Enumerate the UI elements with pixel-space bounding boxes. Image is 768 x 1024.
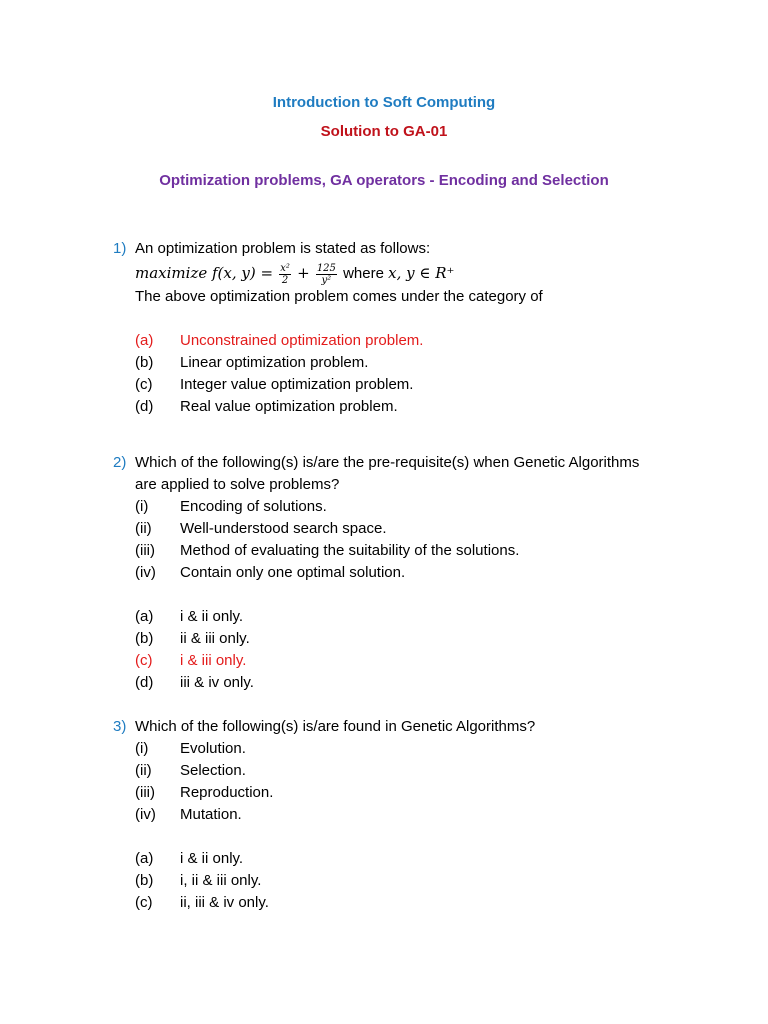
answer-option bbox=[135, 672, 733, 694]
answer-option bbox=[135, 848, 733, 870]
answer-option bbox=[135, 650, 733, 672]
statement-item bbox=[135, 518, 733, 540]
option-text: ii & iii only. bbox=[180, 630, 250, 647]
question-2 bbox=[113, 452, 733, 694]
item-text: Contain only one optimal solution. bbox=[180, 564, 406, 581]
answer-option bbox=[135, 870, 733, 892]
question-number: 1) bbox=[113, 240, 127, 257]
option-label: (b) bbox=[135, 872, 154, 889]
option-label: (a) bbox=[135, 332, 154, 349]
fraction-numerator: 125 bbox=[316, 262, 336, 274]
fraction-numerator: x² bbox=[280, 262, 290, 274]
item-text: Reproduction. bbox=[180, 784, 274, 801]
option-label: (b) bbox=[135, 630, 154, 647]
option-text: i & iii only. bbox=[180, 652, 247, 669]
statement-item bbox=[135, 782, 733, 804]
question-stem: Which of the following(s) is/are found in Genetic Algorithms? bbox=[135, 718, 536, 735]
question-number: 3) bbox=[113, 718, 127, 735]
item-label: (ii) bbox=[135, 762, 152, 779]
option-text: i & ii only. bbox=[180, 608, 244, 625]
item-label: (i) bbox=[135, 498, 149, 515]
statement-item bbox=[135, 562, 733, 584]
option-label: (c) bbox=[135, 376, 153, 393]
option-text: Integer value optimization problem. bbox=[180, 376, 414, 393]
document-title: Introduction to Soft Computing bbox=[272, 94, 496, 111]
question-stem-continued: are applied to solve problems? bbox=[135, 476, 340, 493]
formula-where: where bbox=[343, 265, 384, 282]
item-text: Mutation. bbox=[180, 806, 242, 823]
item-label: (ii) bbox=[135, 520, 152, 537]
statement-item bbox=[135, 804, 733, 826]
item-label: (iii) bbox=[135, 784, 155, 801]
answer-option bbox=[135, 396, 733, 418]
option-text: iii & iv only. bbox=[180, 674, 254, 691]
option-label: (b) bbox=[135, 354, 154, 371]
question-1 bbox=[113, 238, 733, 418]
option-label: (c) bbox=[135, 652, 153, 669]
statement-item bbox=[135, 760, 733, 782]
item-text: Evolution. bbox=[180, 740, 246, 757]
statement-item bbox=[135, 540, 733, 562]
answer-option bbox=[135, 892, 733, 914]
option-text: i & ii only. bbox=[180, 850, 244, 867]
item-text: Well-understood search space. bbox=[180, 520, 387, 537]
item-label: (iv) bbox=[135, 806, 156, 823]
option-text: Real value optimization problem. bbox=[180, 398, 398, 415]
option-label: (a) bbox=[135, 608, 154, 625]
formula-fraction-2 bbox=[316, 263, 337, 286]
answer-option bbox=[135, 628, 733, 650]
document-subtitle: Solution to GA-01 bbox=[320, 123, 448, 140]
document-topic: Optimization problems, GA operators - Encoding and Selection bbox=[159, 172, 609, 189]
answer-option bbox=[135, 330, 733, 352]
question-number: 2) bbox=[113, 454, 127, 471]
option-label: (d) bbox=[135, 674, 154, 691]
question-stem: Which of the following(s) is/are the pre-requisite(s) when Genetic Algorithms bbox=[135, 454, 640, 471]
option-label: (d) bbox=[135, 398, 154, 415]
answer-option bbox=[135, 606, 733, 628]
option-label: (a) bbox=[135, 850, 154, 867]
item-text: Method of evaluating the suitability of the solutions. bbox=[180, 542, 520, 559]
fraction-denominator: y² bbox=[321, 274, 332, 286]
option-label: (c) bbox=[135, 894, 153, 911]
option-text: Unconstrained optimization problem. bbox=[180, 332, 424, 349]
answer-option bbox=[135, 352, 733, 374]
statement-item bbox=[135, 738, 733, 760]
option-text: ii, iii & iv only. bbox=[180, 894, 269, 911]
answer-option bbox=[135, 374, 733, 396]
item-label: (iii) bbox=[135, 542, 155, 559]
formula-plus: + bbox=[297, 264, 310, 282]
question-stem: An optimization problem is stated as follows: bbox=[135, 240, 431, 257]
item-label: (i) bbox=[135, 740, 149, 757]
formula-fraction-1 bbox=[279, 263, 291, 286]
item-text: Encoding of solutions. bbox=[180, 498, 327, 515]
option-text: Linear optimization problem. bbox=[180, 354, 369, 371]
statement-item bbox=[135, 496, 733, 518]
question-stem-continued: The above optimization problem comes under the category of bbox=[135, 288, 543, 305]
formula-lhs: maximize f(x, y) = bbox=[135, 264, 274, 282]
item-label: (iv) bbox=[135, 564, 156, 581]
formula-domain: x, y ∈ R⁺ bbox=[388, 264, 455, 282]
item-text: Selection. bbox=[180, 762, 246, 779]
option-text: i, ii & iii only. bbox=[180, 872, 262, 889]
question-formula bbox=[135, 260, 733, 286]
question-3 bbox=[113, 716, 733, 914]
fraction-denominator: 2 bbox=[281, 274, 289, 286]
